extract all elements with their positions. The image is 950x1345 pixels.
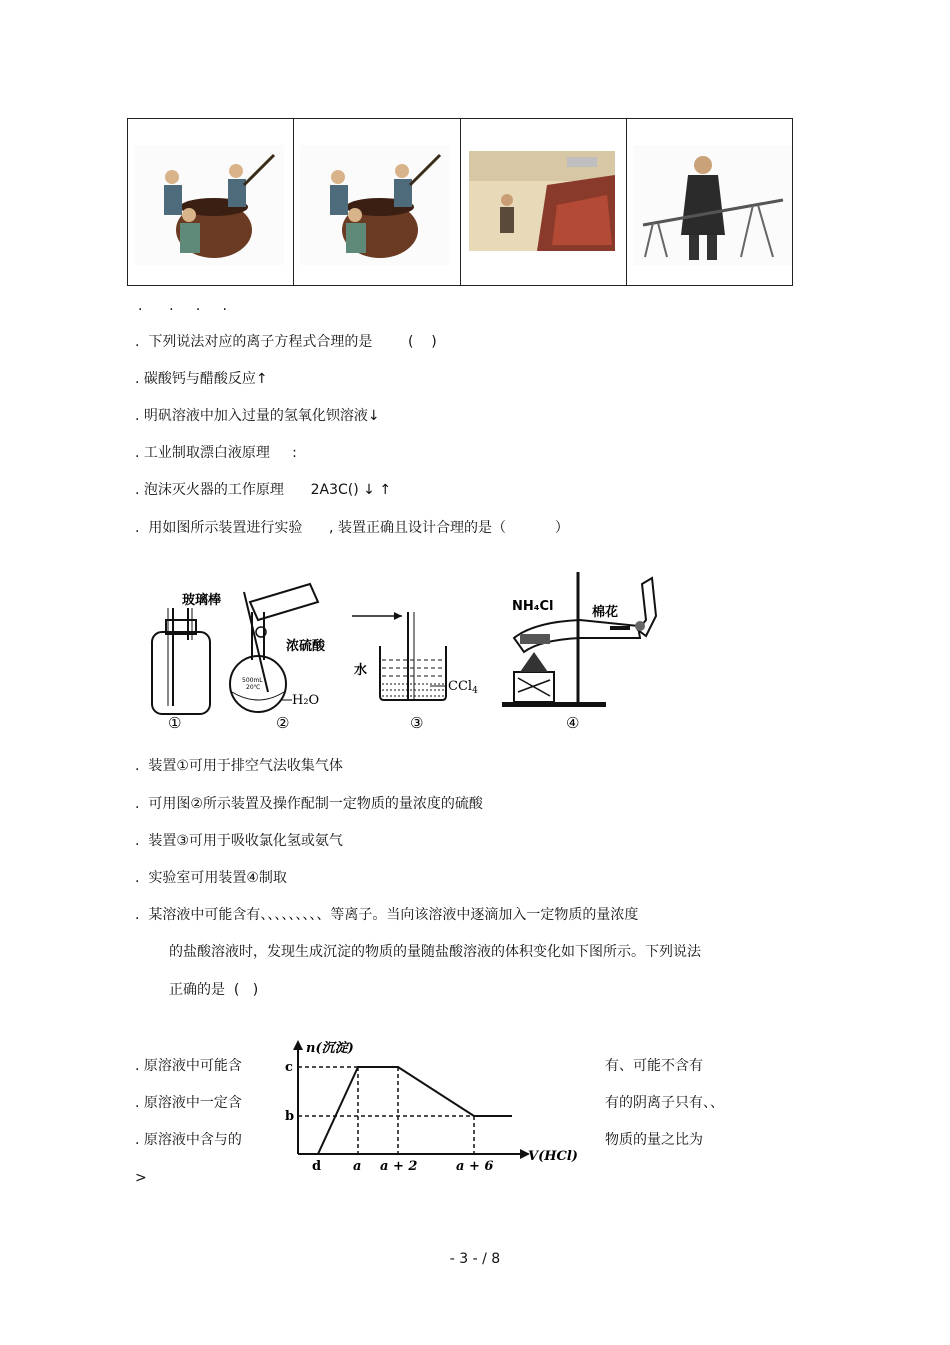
y-axis-arrow (293, 1040, 303, 1050)
q2-option-b: . 可用图②所示装置及操作配制一定物质的量浓度的硫酸 (135, 796, 483, 812)
nh4cl-label: NH₄Cl (512, 599, 554, 614)
conc-acid-label: 浓硫酸 (286, 639, 326, 654)
winemaking-illustration-2 (300, 145, 450, 265)
y-axis-label: n(沉淀) (306, 1041, 354, 1056)
q3-option-c-right: 物质的量之比为 (605, 1132, 703, 1148)
h2o-label: H₂O (292, 693, 320, 708)
q2-stem: . 用如图所示装置进行实验 , 装置正确且设计合理的是（ ） (135, 520, 569, 536)
q2-option-c: . 装置③可用于吸收氯化氢或氨气 (135, 833, 343, 849)
q3-option-b-right: 有的阴离子只有、、 (605, 1095, 724, 1111)
q3-option-c-left: . 原溶液中含与的 (135, 1132, 242, 1148)
q2-option-a: . 装置①可用于排空气法收集气体 (135, 758, 343, 774)
q1-option-a: . 碳酸钙与醋酸反应↑ (135, 371, 268, 387)
illustration-cell-1 (128, 119, 294, 285)
device-number-4: ④ (566, 714, 580, 732)
glass-rod-label: 玻璃棒 (182, 593, 222, 608)
illustration-cell-4 (627, 119, 792, 285)
device-number-3: ③ (410, 714, 424, 732)
q1-option-d: . 泡沫灭火器的工作原理 2A3C() ↓ ↑ (135, 482, 392, 498)
y-tick-b: b (285, 1109, 295, 1124)
device-4-heating-apparatus (502, 572, 656, 707)
q3-option-a-right: 有、可能不含有 (605, 1058, 703, 1074)
q3-option-a-left: . 原溶液中可能含 (135, 1058, 242, 1074)
q3-option-b-left: . 原溶液中一定含 (135, 1095, 242, 1111)
x-axis-label: V(HCl) (528, 1149, 578, 1164)
precipitation-chart (280, 1034, 590, 1176)
page-number: - 3 - / 8 (449, 1251, 501, 1267)
q1-option-b: . 明矾溶液中加入过量的氢氧化钡溶液↓ (135, 408, 380, 424)
flask-volume-label: 500mL (242, 677, 263, 684)
q3-stem-line-2: 的盐酸溶液时，发现生成沉淀的物质的量随盐酸溶液的体积变化如下图所示。下列说法 (169, 944, 701, 960)
q1-option-c: . 工业制取漂白液原理 : (135, 445, 297, 461)
salt-field-illustration (467, 145, 617, 265)
device-1-gas-bottle (152, 608, 210, 714)
x-tick-a6: a + 6 (456, 1159, 494, 1174)
dots-line: . . . . (138, 298, 228, 314)
q2-option-d: . 实验室可用装置④制取 (135, 870, 287, 886)
x-tick-d: d (312, 1159, 322, 1174)
apparatus-figure (140, 568, 680, 733)
illustration-cell-2 (294, 119, 460, 285)
q3-last-line: > (135, 1170, 147, 1186)
q3-stem-line-1: . 某溶液中可能含有、、、、、、、、、等离子。当向该溶液中逐滴加入一定物质的量浓度 (135, 907, 639, 923)
q1-stem: . 下列说法对应的离子方程式合理的是 ( ) (135, 334, 437, 350)
cotton-label: 棉花 (592, 605, 619, 620)
flask-temp-label: 20℃ (246, 684, 261, 691)
device-3-beaker (352, 612, 446, 700)
ccl4-label: CCl$_4$ (448, 679, 478, 696)
winemaking-illustration-1 (134, 145, 284, 265)
precipitation-line (318, 1067, 512, 1154)
x-tick-a: a (353, 1159, 362, 1174)
illustration-cell-3 (461, 119, 627, 285)
y-tick-c: c (285, 1060, 293, 1075)
illustration-table (127, 118, 793, 286)
device-number-1: ① (168, 714, 182, 732)
soldier-weapon-illustration (633, 145, 792, 265)
x-tick-a2: a + 2 (380, 1159, 418, 1174)
water-label: 水 (354, 663, 368, 678)
device-number-2: ② (276, 714, 290, 732)
q3-stem-line-3: 正确的是 ( ) (169, 982, 259, 998)
